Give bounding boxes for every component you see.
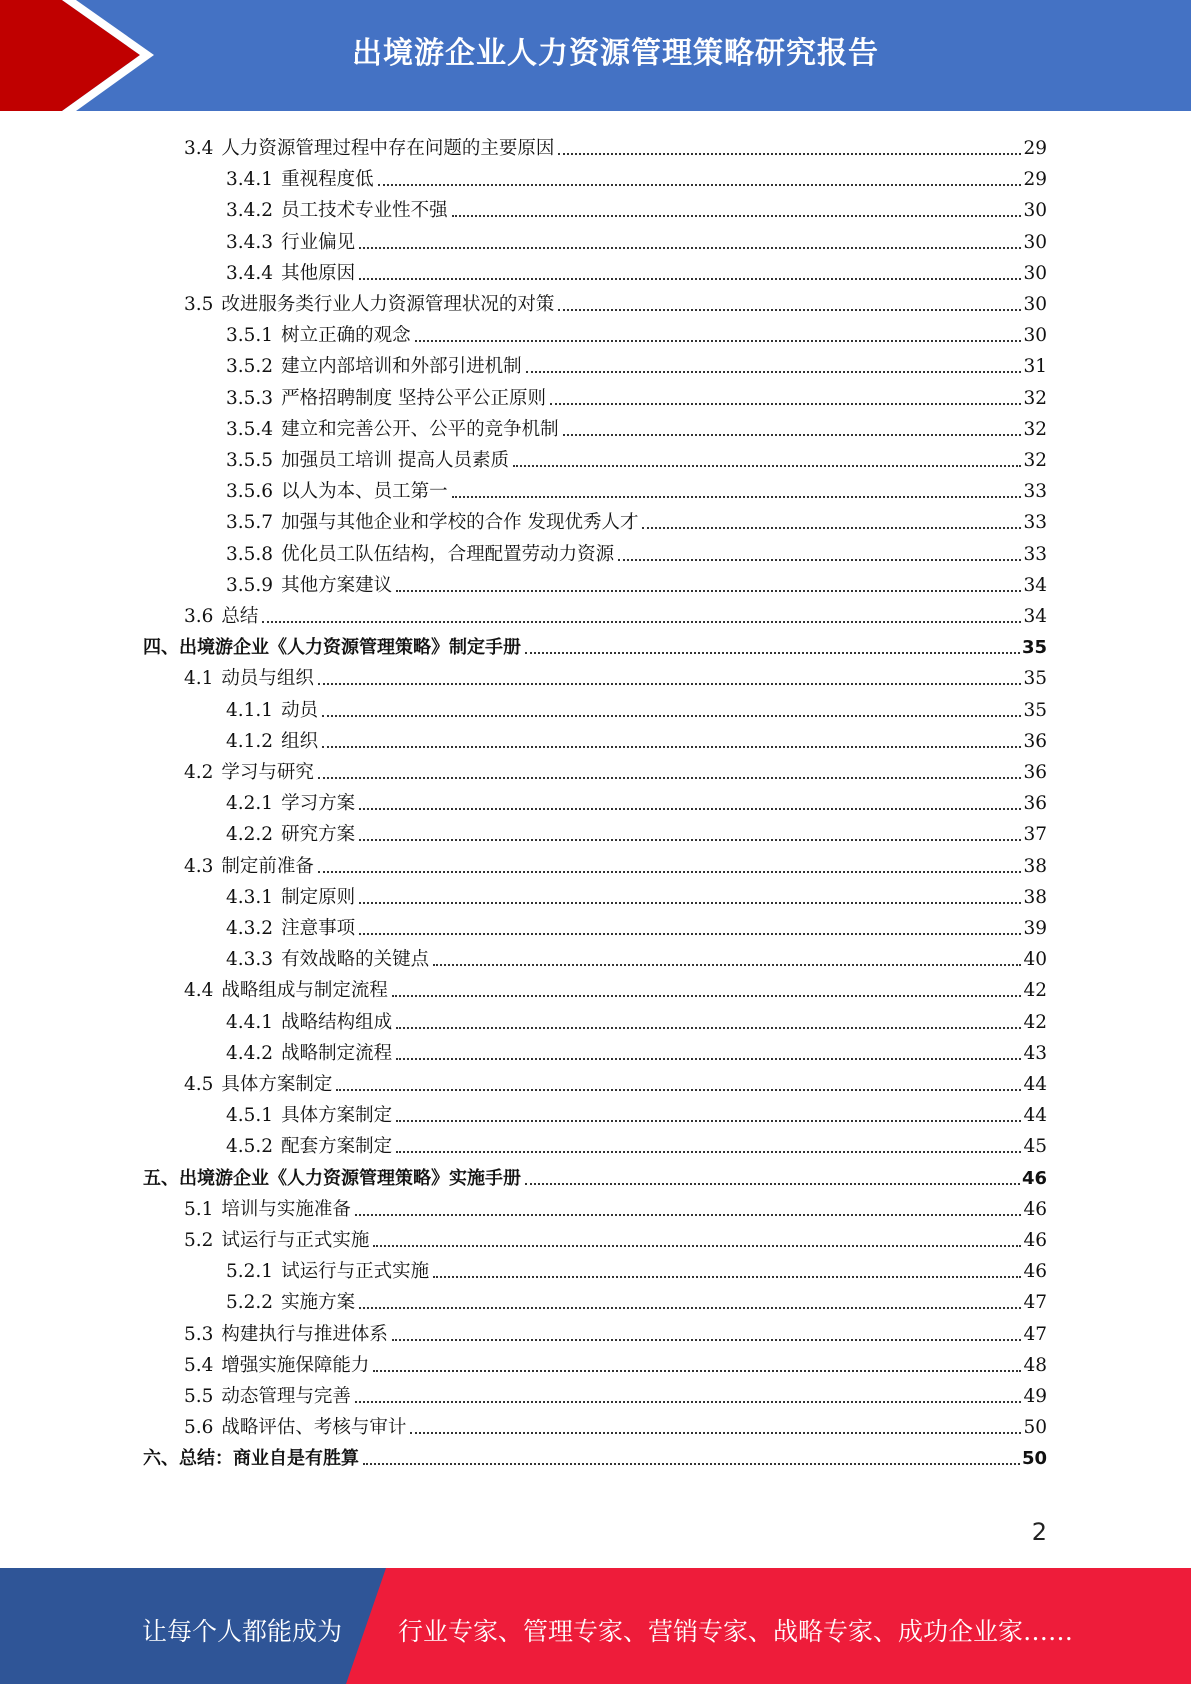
toc-entry-page: 45 (1023, 1136, 1047, 1158)
toc-leader-dots (359, 902, 1021, 904)
toc-leader-dots (433, 1276, 1021, 1278)
toc-entry-label: 优化员工队伍结构，合理配置劳动力资源 (281, 543, 615, 565)
toc-entry-label: 建立内部培训和外部引进机制 (281, 356, 522, 378)
toc-entry-page: 50 (1023, 1417, 1047, 1439)
toc-entry-number: 4.5.1 (226, 1105, 274, 1127)
toc-entry-number: 4.1.2 (226, 730, 274, 752)
toc-entry[interactable] (226, 1003, 1047, 1034)
toc-entry-number: 4.3.1 (226, 886, 274, 908)
toc-leader-dots (322, 746, 1021, 748)
toc-entry-label: 配套方案制定 (281, 1136, 393, 1158)
toc-entry-page: 47 (1023, 1323, 1047, 1345)
toc-entry-number: 5.4 (184, 1354, 214, 1376)
toc-entry-label: 人力资源管理过程中存在问题的主要原因 (221, 138, 555, 159)
toc-leader-dots (373, 1370, 1021, 1372)
toc-entry-label: 制定原则 (281, 886, 356, 908)
toc-entry-page: 30 (1023, 294, 1047, 315)
toc-entry-label: 战略评估、考核与审计 (221, 1417, 407, 1439)
toc-entry-label: 具体方案制定 (281, 1105, 393, 1127)
toc-entry-page: 33 (1023, 543, 1047, 565)
toc-leader-dots (355, 1214, 1022, 1216)
toc-leader-dots (363, 1463, 1020, 1465)
toc-entry[interactable] (226, 722, 1047, 753)
toc-entry[interactable] (226, 1096, 1047, 1127)
toc-entry[interactable] (226, 223, 1047, 254)
toc-entry-label: 总结 (221, 606, 259, 627)
toc-entry[interactable] (226, 1034, 1047, 1065)
toc-entry-number: 3.5.5 (226, 450, 274, 471)
toc-entry-number: 4.4 (184, 980, 214, 1002)
toc-entry-label: 构建执行与推进体系 (221, 1323, 388, 1345)
toc-entry-page: 34 (1023, 574, 1047, 596)
toc-entry-number: 3.5.8 (226, 543, 274, 565)
toc-entry[interactable] (184, 597, 1047, 628)
toc-entry[interactable] (184, 753, 1047, 784)
toc-entry-number: 4.1.1 (226, 699, 274, 721)
toc-entry-page: 29 (1023, 169, 1047, 191)
toc-entry[interactable] (226, 472, 1047, 503)
toc-leader-dots (359, 278, 1021, 280)
toc-entry-page: 34 (1023, 606, 1047, 627)
toc-entry[interactable] (184, 1377, 1047, 1408)
toc-entry-number: 5.2 (184, 1230, 214, 1251)
toc-entry[interactable] (226, 1283, 1047, 1314)
toc-leader-dots (525, 1183, 1020, 1185)
toc-entry-page: 46 (1023, 1198, 1047, 1220)
toc-entry-number: 4.5.2 (226, 1136, 274, 1158)
toc-leader-dots (410, 1432, 1021, 1434)
toc-leader-dots (359, 933, 1021, 935)
toc-leader-dots (359, 1307, 1021, 1309)
toc-leader-dots (355, 1401, 1022, 1403)
toc-entry-label: 具体方案制定 (221, 1074, 333, 1095)
toc-leader-dots (558, 153, 1021, 155)
toc-entry-number: 3.4 (184, 138, 214, 159)
toc-entry[interactable] (226, 878, 1047, 909)
toc-entry[interactable] (226, 160, 1047, 191)
toc-entry[interactable] (184, 1065, 1047, 1096)
toc-entry-label: 行业偏见 (281, 231, 356, 253)
toc-leader-dots (336, 1089, 1021, 1091)
toc-entry-label: 六、总结：商业自是有胜算 (143, 1448, 359, 1470)
toc-entry-page: 47 (1023, 1292, 1047, 1314)
toc-entry-page: 38 (1023, 855, 1047, 877)
toc-entry-number: 5.2.1 (226, 1261, 274, 1283)
toc-entry-page: 35 (1023, 699, 1047, 721)
toc-entry-page: 46 (1021, 1167, 1047, 1189)
toc-entry-page: 40 (1023, 949, 1047, 971)
toc-leader-dots (378, 184, 1022, 186)
toc-entry[interactable] (143, 628, 1047, 659)
toc-entry[interactable] (226, 347, 1047, 378)
toc-entry[interactable] (184, 659, 1047, 690)
toc-entry-number: 3.4.2 (226, 200, 274, 222)
footer-slogan-right: 行业专家、管理专家、营销专家、战略专家、成功企业家…… (398, 1617, 1074, 1646)
toc-entry-number: 4.2.2 (226, 824, 274, 846)
toc-entry-label: 学习方案 (281, 793, 356, 815)
toc-entry[interactable] (226, 815, 1047, 846)
toc-leader-dots (373, 1245, 1021, 1247)
toc-entry-number: 3.5.9 (226, 574, 274, 596)
toc-entry[interactable] (226, 316, 1047, 347)
toc-entry-label: 动态管理与完善 (221, 1386, 351, 1407)
toc-leader-dots (415, 340, 1022, 342)
toc-entry-page: 39 (1023, 918, 1047, 939)
header-banner (0, 0, 1191, 111)
toc-entry-page: 30 (1023, 231, 1047, 253)
toc-entry-label: 研究方案 (281, 824, 356, 846)
toc-entry-number: 3.5.3 (226, 387, 274, 409)
toc-entry-page: 38 (1023, 886, 1047, 908)
toc-entry-page: 36 (1023, 793, 1047, 815)
toc-entry-number: 5.1 (184, 1198, 214, 1220)
toc-entry-page: 46 (1023, 1230, 1047, 1251)
toc-leader-dots (262, 621, 1021, 623)
toc-entry-number: 3.6 (184, 606, 214, 627)
toc-entry-label: 四、出境游企业《人力资源管理策略》制定手册 (143, 637, 521, 659)
toc-entry-page: 35 (1023, 668, 1047, 690)
toc-entry-label: 严格招聘制度 坚持公平公正原则 (281, 387, 546, 409)
toc-leader-dots (359, 247, 1021, 249)
toc-entry[interactable] (184, 971, 1047, 1002)
toc-leader-dots (396, 1151, 1021, 1153)
toc-entry-number: 5.5 (184, 1386, 214, 1407)
toc-entry-page: 30 (1023, 262, 1047, 284)
toc-leader-dots (563, 434, 1022, 436)
toc-entry[interactable] (226, 940, 1047, 971)
toc-entry-page: 30 (1023, 325, 1047, 347)
toc-entry-page: 35 (1021, 637, 1047, 659)
toc-entry-page: 44 (1023, 1074, 1047, 1095)
toc-entry-label: 制定前准备 (221, 855, 314, 877)
toc-leader-dots (452, 215, 1022, 217)
toc-entry[interactable] (226, 379, 1047, 410)
toc-entry-page: 30 (1023, 200, 1047, 222)
toc-entry[interactable] (226, 691, 1047, 722)
toc-entry-label: 建立和完善公开、公平的竞争机制 (281, 418, 559, 440)
toc-entry-number: 3.4.3 (226, 231, 274, 253)
toc-entry-label: 树立正确的观念 (281, 325, 411, 347)
toc-entry-label: 动员与组织 (221, 668, 314, 690)
toc-entry-number: 4.3.3 (226, 949, 274, 971)
toc-entry[interactable] (184, 1346, 1047, 1377)
toc-entry-number: 3.5.6 (226, 481, 274, 503)
toc-entry[interactable] (226, 410, 1047, 441)
toc-entry[interactable] (184, 847, 1047, 878)
toc-entry-label: 其他方案建议 (281, 574, 393, 596)
toc-entry-label: 试运行与正式实施 (221, 1230, 370, 1251)
toc-entry-number: 3.4.4 (226, 262, 274, 284)
toc-entry-page: 46 (1023, 1261, 1047, 1283)
toc-entry[interactable] (184, 1221, 1047, 1252)
toc-entry-page: 48 (1023, 1354, 1047, 1376)
toc-entry-page: 32 (1023, 450, 1047, 471)
toc-entry-page: 32 (1023, 418, 1047, 440)
toc-leader-dots (359, 808, 1021, 810)
toc-leader-dots (525, 652, 1020, 654)
toc-entry-label: 实施方案 (281, 1292, 356, 1314)
toc-entry[interactable] (226, 191, 1047, 222)
toc-leader-dots (550, 403, 1021, 405)
toc-entry-page: 49 (1023, 1386, 1047, 1407)
toc-entry[interactable] (184, 1315, 1047, 1346)
toc-leader-dots (396, 1058, 1021, 1060)
toc-leader-dots (513, 465, 1021, 467)
toc-entry-page: 42 (1023, 1011, 1047, 1033)
toc-entry-label: 五、出境游企业《人力资源管理策略》实施手册 (143, 1167, 521, 1189)
toc-leader-dots (618, 559, 1021, 561)
toc-entry-number: 5.2.2 (226, 1292, 274, 1314)
toc-entry[interactable] (226, 1252, 1047, 1283)
toc-entry-number: 3.5.7 (226, 512, 274, 534)
toc-entry-label: 培训与实施准备 (221, 1198, 351, 1220)
toc-entry-label: 改进服务类行业人力资源管理状况的对策 (221, 294, 555, 315)
toc-entry-page: 29 (1023, 138, 1047, 159)
toc-entry[interactable] (226, 503, 1047, 534)
toc-entry-page: 32 (1023, 387, 1047, 409)
toc-entry-number: 4.3 (184, 855, 214, 877)
toc-leader-dots (396, 1120, 1021, 1122)
toc-entry-number: 5.6 (184, 1417, 214, 1439)
toc-entry-label: 战略结构组成 (281, 1011, 393, 1033)
toc-entry-number: 4.4.1 (226, 1011, 274, 1033)
toc-entry-page: 50 (1021, 1448, 1047, 1470)
toc-entry-label: 试运行与正式实施 (281, 1261, 430, 1283)
toc-entry-page: 37 (1023, 824, 1047, 846)
toc-entry-label: 动员 (281, 699, 319, 721)
toc-leader-dots (322, 715, 1021, 717)
toc-entry[interactable] (226, 566, 1047, 597)
toc-leader-dots (558, 309, 1021, 311)
toc-entry-page: 33 (1023, 512, 1047, 534)
toc-entry[interactable] (226, 254, 1047, 285)
toc-entry-number: 4.2 (184, 762, 214, 783)
toc-entry[interactable] (143, 1159, 1047, 1190)
toc-entry-number: 3.5.1 (226, 325, 274, 347)
toc-leader-dots (318, 777, 1022, 779)
toc-entry-number: 4.2.1 (226, 793, 274, 815)
toc-entry-label: 组织 (281, 730, 319, 752)
toc-entry[interactable] (184, 1408, 1047, 1439)
toc-entry-label: 学习与研究 (221, 762, 314, 783)
toc-leader-dots (526, 371, 1022, 373)
toc-entry-page: 43 (1023, 1042, 1047, 1064)
toc-entry-number: 3.5.2 (226, 356, 274, 378)
toc-entry-page: 31 (1023, 356, 1047, 378)
toc-entry-label: 员工技术专业性不强 (281, 200, 448, 222)
toc-entry[interactable] (226, 1127, 1047, 1158)
page-number: 2 (1031, 1518, 1047, 1546)
toc-entry[interactable] (226, 909, 1047, 940)
toc-entry-label: 重视程度低 (281, 169, 374, 191)
toc-leader-dots (452, 496, 1022, 498)
toc-entry-label: 战略制定流程 (281, 1042, 393, 1064)
toc-entry-number: 3.5 (184, 294, 214, 315)
toc-leader-dots (642, 527, 1021, 529)
footer-slogan-left: 让每个人都能成为 (142, 1617, 343, 1646)
toc-entry-number: 4.1 (184, 668, 214, 690)
toc-entry-number: 4.5 (184, 1074, 214, 1095)
toc-entry-page: 44 (1023, 1105, 1047, 1127)
toc-entry[interactable] (184, 285, 1047, 316)
toc-leader-dots (396, 1027, 1021, 1029)
toc-entry-page: 36 (1023, 762, 1047, 783)
toc-leader-dots (318, 683, 1022, 685)
toc-entry[interactable] (143, 1439, 1047, 1470)
toc-entry-number: 4.4.2 (226, 1042, 274, 1064)
toc-entry[interactable] (184, 1190, 1047, 1221)
toc-leader-dots (392, 1339, 1022, 1341)
toc-entry[interactable] (226, 784, 1047, 815)
toc-entry-label: 战略组成与制定流程 (221, 980, 388, 1002)
toc-entry-label: 加强员工培训 提高人员素质 (281, 450, 509, 471)
toc-leader-dots (433, 964, 1021, 966)
footer-banner (0, 1568, 1191, 1684)
toc-entry-label: 有效战略的关键点 (281, 949, 430, 971)
toc-entry-number: 5.3 (184, 1323, 214, 1345)
toc-leader-dots (318, 871, 1022, 873)
toc-entry-page: 33 (1023, 481, 1047, 503)
toc-leader-dots (396, 590, 1021, 592)
toc-entry-label: 注意事项 (281, 918, 356, 939)
toc-leader-dots (359, 839, 1021, 841)
toc-entry-label: 增强实施保障能力 (221, 1354, 370, 1376)
toc-entry-number: 3.4.1 (226, 169, 274, 191)
toc-entry-number: 4.3.2 (226, 918, 274, 939)
toc-entry-number: 3.5.4 (226, 418, 274, 440)
header-title: 出境游企业人力资源管理策略研究报告 (352, 36, 879, 71)
toc-entry[interactable] (184, 129, 1047, 160)
toc-entry[interactable] (226, 441, 1047, 472)
toc-entry[interactable] (226, 535, 1047, 566)
toc-entry-label: 其他原因 (281, 262, 356, 284)
toc-leader-dots (392, 995, 1022, 997)
toc-entry-label: 以人为本、员工第一 (281, 481, 448, 503)
toc-entry-label: 加强与其他企业和学校的合作 发现优秀人才 (281, 512, 639, 534)
toc-entry-page: 36 (1023, 730, 1047, 752)
toc-entry-page: 42 (1023, 980, 1047, 1002)
